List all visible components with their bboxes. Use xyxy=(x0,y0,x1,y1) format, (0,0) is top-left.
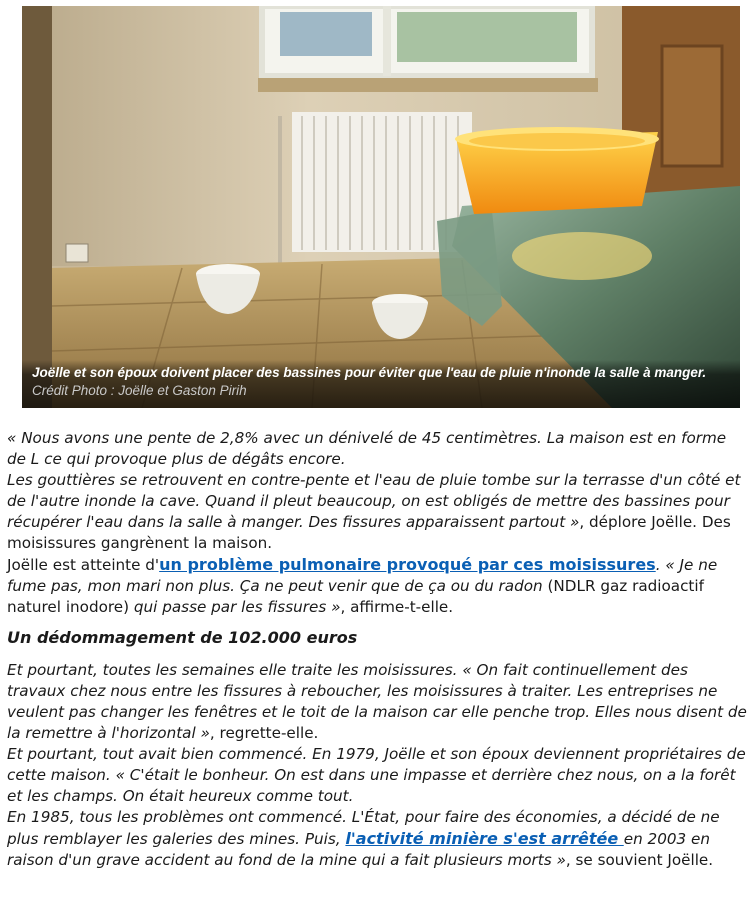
paragraph-4-tail: , regrette-elle. xyxy=(209,724,319,742)
paragraph-1: « Nous avons une pente de 2,8% avec un dénivelé de 45 centimètres. La maison est en forme de L ce qui provoque plus de dégâts encore. xyxy=(7,429,727,468)
caption-text: Joëlle et son époux doivent placer des bassines pour éviter que l'eau de pluie n'inonde la salle à manger. xyxy=(32,365,707,380)
article-photo xyxy=(22,6,740,408)
paragraph-6-mid: en 2003 en raison d'un grave accident au fond de la mine qui a fait plusieurs morts » xyxy=(7,830,710,869)
paragraph-4-quote: Et pourtant, toutes les semaines elle traite les moisissures. « On fait continuellement des travaux chez nous entre les fissures à reboucher, les moisissures à traiter. Les entreprises ne veulent pas changer les fenêtres et le toit de la maison car elle penche trop. Elles nous disent de la remettre à l'horizontal » xyxy=(7,661,747,742)
paragraph-6-tail: , se souvient Joëlle. xyxy=(565,851,714,869)
paragraph-3-tail: , affirme-t-elle. xyxy=(340,598,454,616)
section-subheading: Un dédommagement de 102.000 euros xyxy=(7,628,358,647)
photo-credit: Crédit Photo : Joëlle et Gaston Pirih xyxy=(32,383,247,398)
paragraph-2-tail: , déplore Joëlle. Des moisissures gangrènent la maison. xyxy=(7,513,731,552)
paragraph-5: Et pourtant, tout avait bien commencé. En 1979, Joëlle et son époux deviennent propriétaires de cette maison. « C'était le bonheur. On est dans une impasse et derrière chez nous, on a la forêt et les champs. On était heureux comme tout. xyxy=(7,745,746,805)
paragraph-3-note: (NDLR gaz radioactif naturel inodore) xyxy=(7,577,704,616)
paragraph-6 xyxy=(7,807,749,871)
article-body xyxy=(7,428,749,871)
dining-room-photo xyxy=(22,6,740,408)
paragraph-2 xyxy=(7,470,749,554)
paragraph-2-quote: Les gouttières se retrouvent en contre-pente et l'eau de pluie tombe sur la terrasse d'un côté et de l'autre inonde la cave. Quand il pleut beaucoup, on est obligés de mettre des bassines pour récupérer l'eau dans la salle à manger. Des fissures apparaissent partout » xyxy=(7,471,741,531)
paragraph-3 xyxy=(7,554,749,618)
photo-caption xyxy=(22,360,740,408)
pulmonary-problem-link[interactable]: un problème pulmonaire provoqué par ces moisissures xyxy=(159,555,656,574)
paragraph-6-start: En 1985, tous les problèmes ont commencé. L'État, pour faire des économies, a décidé de ne plus remblayer les galeries des mines. Puis, xyxy=(7,808,720,848)
paragraph-3-quote-end: qui passe par les fissures » xyxy=(133,598,341,616)
paragraph-3-start: Joëlle est atteinte d' xyxy=(7,556,160,574)
paragraph-3-quote: . « Je ne fume pas, mon mari non plus. Ça ne peut venir que de ça ou du radon xyxy=(7,556,718,595)
paragraph-4 xyxy=(7,660,749,744)
mining-activity-link[interactable]: l'activité minière s'est arrêtée xyxy=(345,829,624,848)
